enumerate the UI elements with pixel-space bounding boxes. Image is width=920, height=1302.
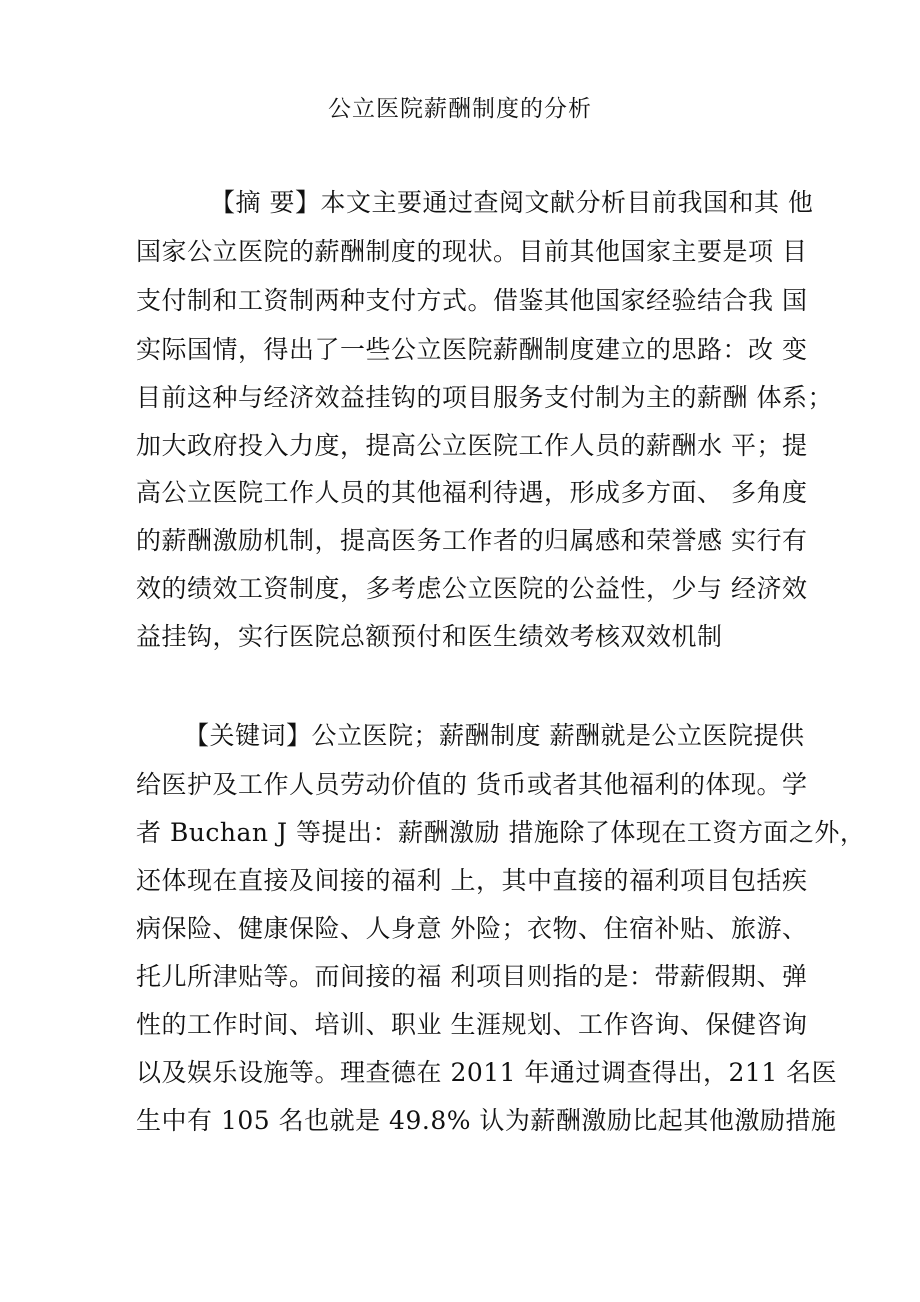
keyword-line: 给医护及工作人员劳动价值的 货币或者其他福利的体现。学 [136, 770, 808, 799]
keyword-line: 【关键词】公立医院；薪酬制度 薪酬就是公立医院提供 [184, 721, 805, 750]
abstract-line: 加大政府投入力度，提高公立医院工作人员的薪酬水 平；提 [136, 431, 808, 460]
keyword-line: 以及娱乐设施等。理查德在 2011 年通过调查得出，211 名医 [136, 1058, 838, 1087]
abstract-line: 目前这种与经济效益挂钩的项目服务支付制为主的薪酬 体系； [136, 383, 833, 412]
abstract-line: 实际国情，得出了一些公立医院薪酬制度建立的思路：改 变 [136, 335, 808, 364]
keyword-line: 还体现在直接及间接的福利 上，其中直接的福利项目包括疾 [136, 866, 808, 895]
abstract-line: 【摘 要】本文主要通过查阅文献分析目前我国和其 他 [210, 188, 814, 217]
abstract-line: 效的绩效工资制度，多考虑公立医院的公益性，少与 经济效 [136, 574, 808, 603]
keyword-line: 者 Buchan J 等提出：薪酬激励 措施除了体现在工资方面之外， [136, 818, 866, 847]
keyword-line: 生中有 105 名也就是 49.8% 认为薪酬激励比起其他激励措施 [136, 1106, 837, 1135]
keyword-line: 性的工作时间、培训、职业 生涯规划、工作咨询、保健咨询 [136, 1010, 808, 1039]
abstract-line: 高公立医院工作人员的其他福利待遇，形成多方面、 多角度 [136, 478, 808, 507]
abstract-line: 支付制和工资制两种支付方式。借鉴其他国家经验结合我 国 [136, 286, 808, 315]
abstract-line: 益挂钩，实行医院总额预付和医生绩效考核双效机制 [136, 622, 723, 651]
abstract-line: 的薪酬激励机制，提高医务工作者的归属感和荣誉感 实行有 [136, 526, 808, 555]
keyword-line: 病保险、健康保险、人身意 外险；衣物、住宿补贴、旅游、 [136, 914, 808, 943]
document-title: 公立医院薪酬制度的分析 [328, 96, 592, 122]
abstract-line: 国家公立医院的薪酬制度的现状。目前其他国家主要是项 目 [136, 237, 808, 266]
keyword-line: 托儿所津贴等。而间接的福 利项目则指的是：带薪假期、弹 [136, 962, 808, 991]
